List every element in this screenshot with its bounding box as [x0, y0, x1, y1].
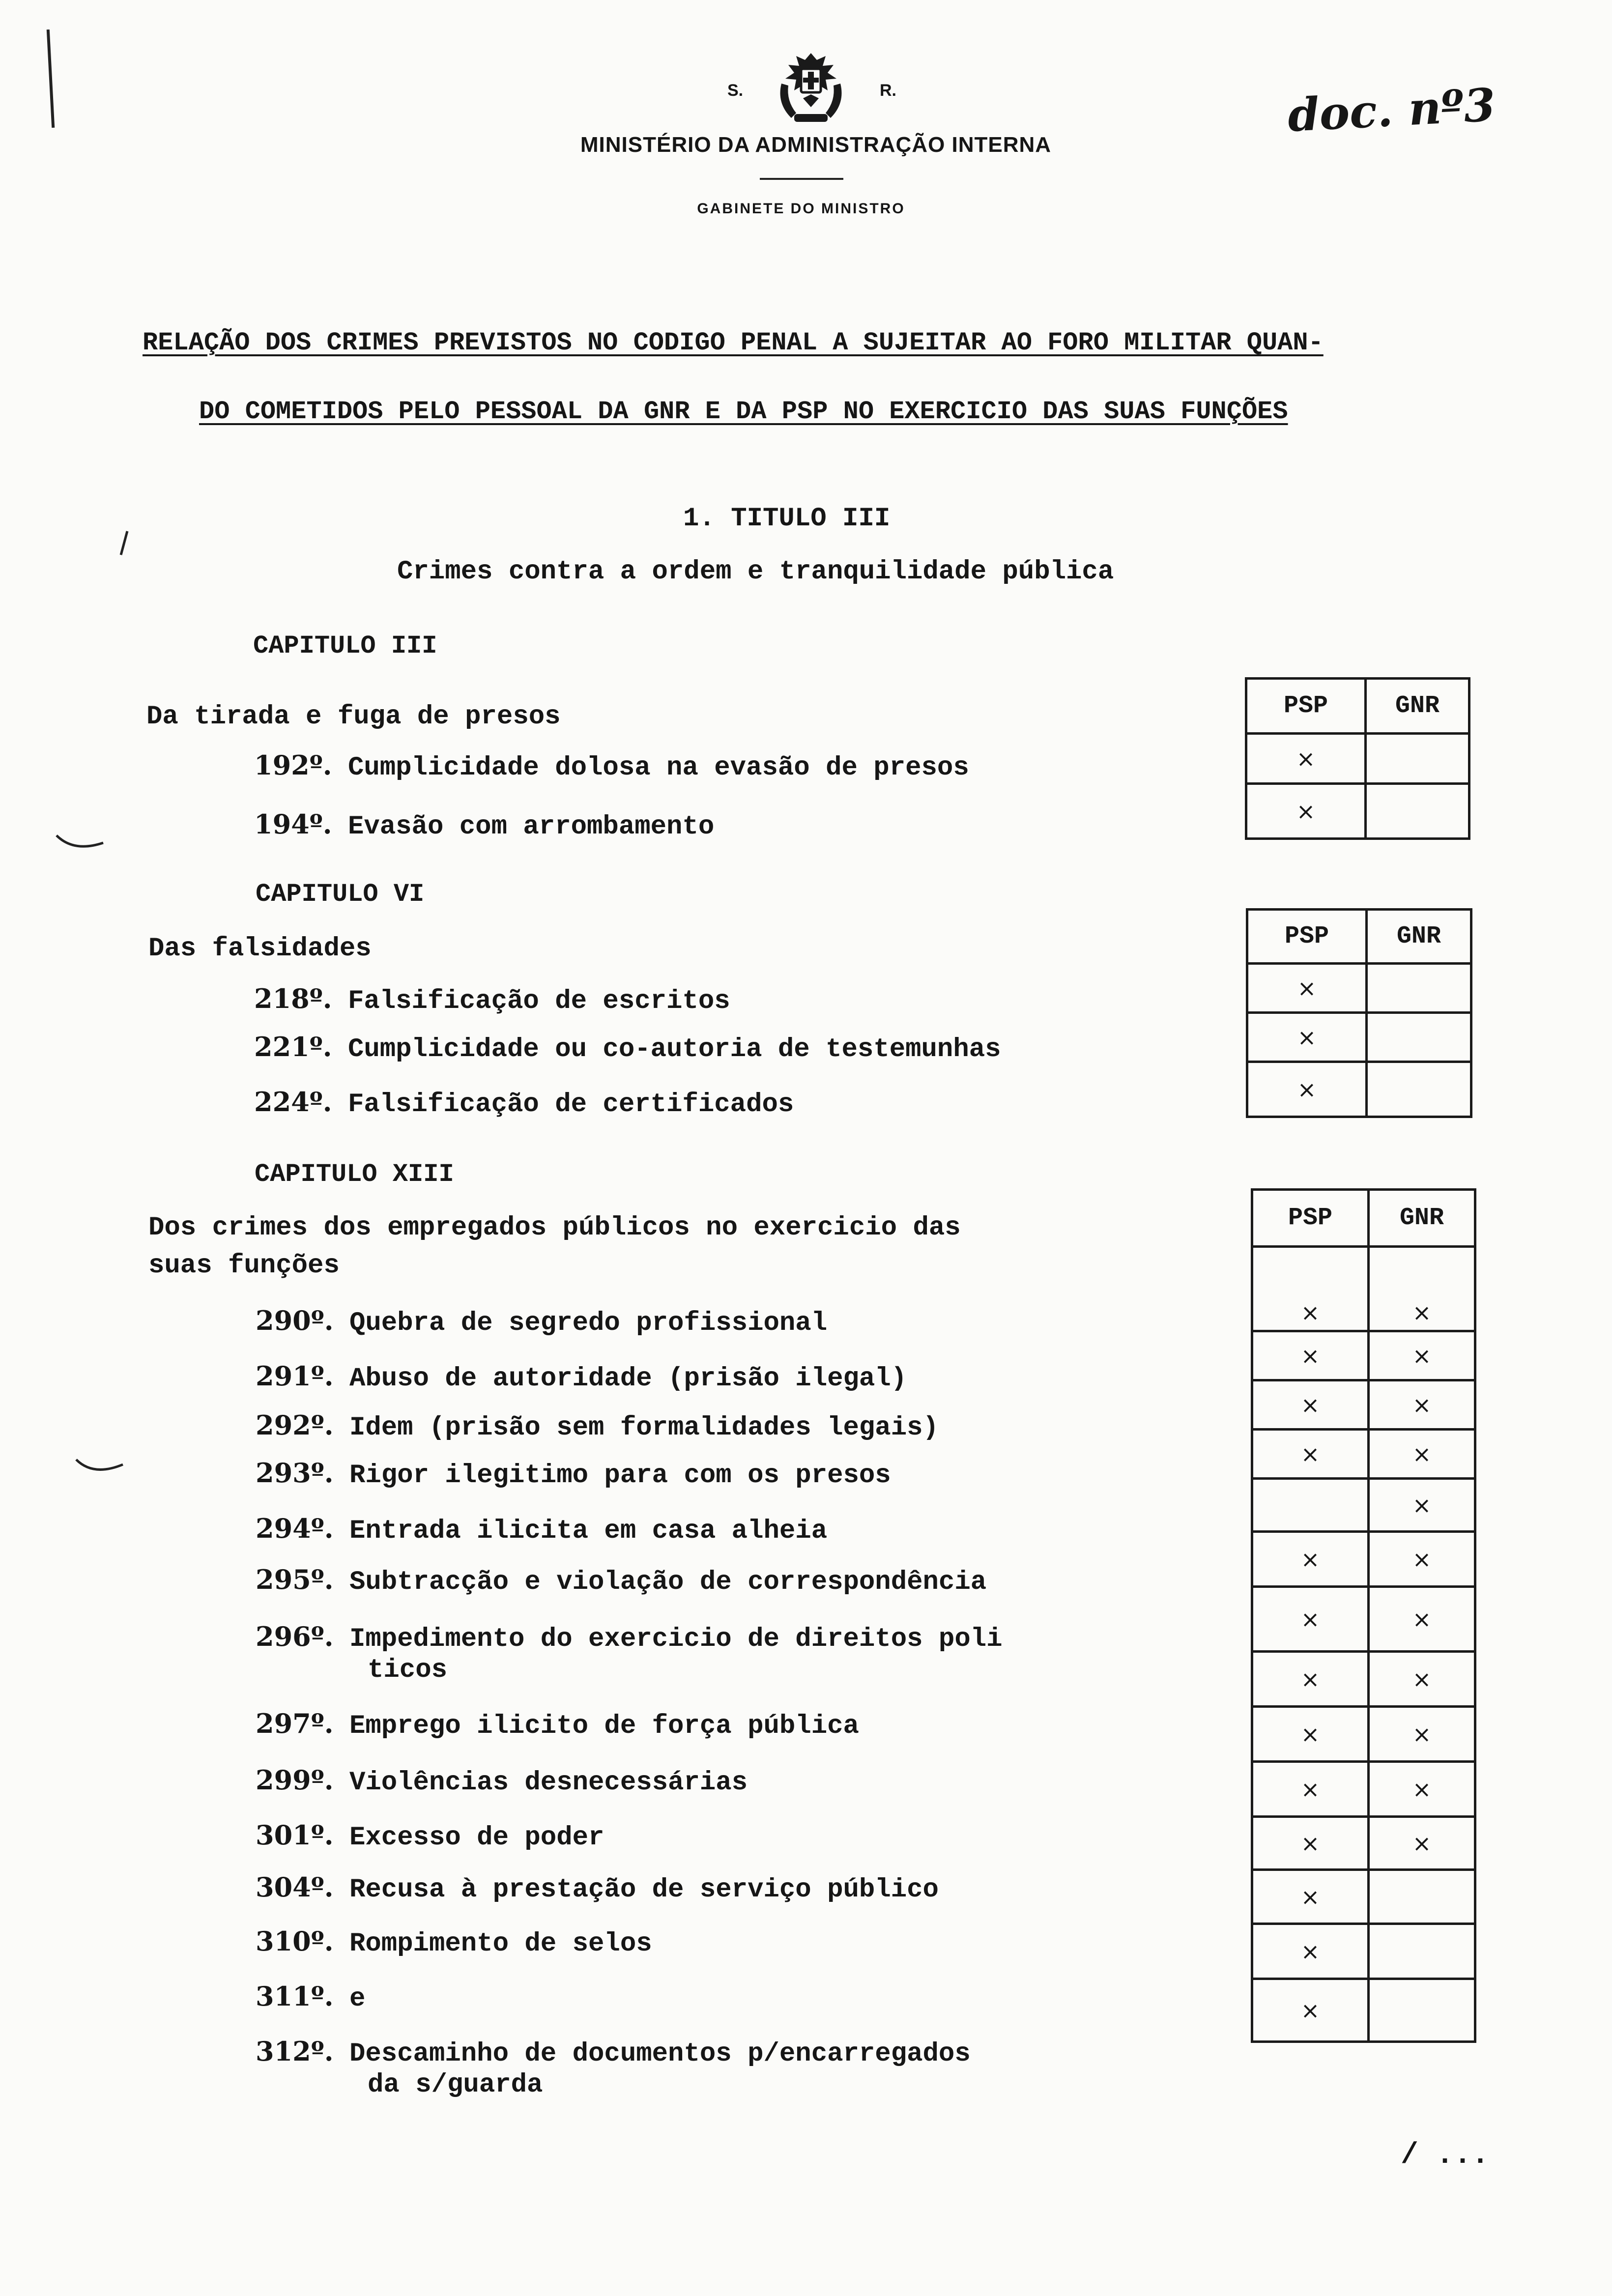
psp-mark: × — [1252, 1652, 1369, 1707]
psp-header: PSP — [1252, 1190, 1369, 1247]
list-item: 224º. Falsificação de certificados — [254, 1086, 794, 1119]
psp-cell-empty — [1252, 1479, 1369, 1532]
chapter-group-title: Dos crimes dos empregados públicos no exercicio das — [148, 1213, 961, 1243]
gnr-mark: × — [1369, 1331, 1475, 1380]
list-item: 301º. Excesso de poder — [256, 1819, 604, 1853]
list-item: 291º. Abuso de autoridade (prisão ilegal) — [256, 1360, 907, 1394]
gnr-mark: × — [1369, 1707, 1475, 1762]
cabinet-name: GABINETE DO MINISTRO — [697, 201, 905, 217]
psp-mark: × — [1247, 964, 1367, 1013]
margin-mark — [54, 831, 108, 855]
gnr-mark: × — [1369, 1587, 1475, 1652]
list-item: 292º. Idem (prisão sem formalidades legais) — [256, 1409, 939, 1443]
chapter-heading: CAPITULO XIII — [255, 1160, 454, 1189]
psp-header: PSP — [1247, 910, 1367, 964]
margin-mark — [47, 29, 55, 128]
page-continuation: / ... — [1401, 2139, 1490, 2172]
psp-mark: × — [1252, 1247, 1369, 1331]
psp-header: PSP — [1246, 679, 1366, 734]
psp-mark: × — [1252, 1587, 1369, 1652]
psp-mark: × — [1252, 1532, 1369, 1587]
gnr-mark: × — [1369, 1652, 1475, 1707]
gnr-mark: × — [1369, 1479, 1475, 1532]
psp-mark: × — [1246, 784, 1366, 839]
gnr-header: GNR — [1367, 910, 1471, 964]
psp-mark: × — [1252, 1380, 1369, 1430]
gnr-mark: × — [1369, 1380, 1475, 1430]
psp-mark: × — [1252, 1979, 1369, 2042]
chapter-heading: CAPITULO III — [253, 631, 437, 660]
gnr-mark: × — [1369, 1430, 1475, 1479]
psp-mark: × — [1252, 1870, 1369, 1924]
list-item: 221º. Cumplicidade ou co-autoria de testemunhas — [254, 1031, 1001, 1064]
coat-of-arms-icon — [762, 49, 860, 128]
document-title-line2: DO COMETIDOS PELO PESSOAL DA GNR E DA PSP NO EXERCICIO DAS SUAS FUNÇÕES — [199, 397, 1288, 426]
gnr-cell-empty — [1367, 1013, 1471, 1062]
list-item: 310º. Rompimento de selos — [256, 1925, 652, 1959]
list-item: 194º. Evasão com arrombamento — [254, 808, 715, 842]
gnr-cell-empty — [1369, 1924, 1475, 1979]
letterhead-rule — [760, 178, 843, 180]
list-item: 295º. Subtracção e violação de correspondência — [256, 1564, 987, 1597]
margin-mark — [120, 531, 129, 555]
chapter-vi-table — [1246, 908, 1472, 1118]
list-item: 290º. Quebra de segredo profissional — [256, 1305, 828, 1338]
chapter-iii-table — [1245, 677, 1470, 840]
list-item-continuation: ticos — [368, 1655, 448, 1685]
list-item: 312º. Descaminho de documentos p/encarregados — [256, 2036, 971, 2069]
gnr-cell-empty — [1367, 1062, 1471, 1117]
gnr-cell-empty — [1366, 734, 1469, 784]
chapter-group-title: suas funções — [148, 1251, 340, 1281]
letterhead-r: R. — [880, 81, 896, 100]
chapter-heading: CAPITULO VI — [256, 880, 425, 909]
list-item: 311º. e — [256, 1980, 366, 2014]
psp-mark: × — [1252, 1817, 1369, 1870]
letterhead-s: S. — [727, 81, 744, 100]
gnr-mark: × — [1369, 1817, 1475, 1870]
psp-mark: × — [1246, 734, 1366, 784]
chapter-group-title: Da tirada e fuga de presos — [146, 702, 561, 732]
gnr-mark: × — [1369, 1247, 1475, 1331]
handwritten-reference: doc. nº3 — [1286, 78, 1497, 142]
gnr-cell-empty — [1369, 1979, 1475, 2042]
psp-mark: × — [1252, 1707, 1369, 1762]
gnr-header: GNR — [1366, 679, 1469, 734]
gnr-mark: × — [1369, 1532, 1475, 1587]
list-item: 218º. Falsificação de escritos — [254, 983, 730, 1016]
psp-mark: × — [1247, 1062, 1367, 1117]
document-title-line1: RELAÇÃO DOS CRIMES PREVISTOS NO CODIGO PENAL A SUJEITAR AO FORO MILITAR QUAN- — [143, 328, 1324, 357]
list-item: 296º. Impedimento do exercicio de direitos poli — [256, 1621, 1003, 1654]
psp-mark: × — [1247, 1013, 1367, 1062]
list-item: 192º. Cumplicidade dolosa na evasão de presos — [254, 749, 969, 783]
list-item-continuation: da s/guarda — [368, 2070, 543, 2100]
gnr-cell-empty — [1366, 784, 1469, 839]
list-item: 297º. Emprego ilicito de força pública — [256, 1708, 859, 1741]
ministry-name: MINISTÉRIO DA ADMINISTRAÇÃO INTERNA — [580, 133, 1052, 157]
gnr-mark: × — [1369, 1762, 1475, 1817]
chapter-group-title: Das falsidades — [148, 934, 372, 964]
gnr-header: GNR — [1369, 1190, 1475, 1247]
margin-mark — [74, 1455, 128, 1479]
list-item: 294º. Entrada ilicita em casa alheia — [256, 1513, 828, 1546]
section-subheading: Crimes contra a ordem e tranquilidade pública — [397, 557, 1114, 587]
psp-mark: × — [1252, 1762, 1369, 1817]
psp-mark: × — [1252, 1924, 1369, 1979]
chapter-xiii-table — [1251, 1188, 1476, 2043]
gnr-cell-empty — [1367, 964, 1471, 1013]
psp-mark: × — [1252, 1430, 1369, 1479]
list-item: 293º. Rigor ilegitimo para com os presos — [256, 1457, 891, 1491]
gnr-cell-empty — [1369, 1870, 1475, 1924]
section-heading: 1. TITULO III — [683, 504, 891, 534]
list-item: 299º. Violências desnecessárias — [256, 1764, 748, 1798]
psp-mark: × — [1252, 1331, 1369, 1380]
list-item: 304º. Recusa à prestação de serviço público — [256, 1871, 939, 1905]
